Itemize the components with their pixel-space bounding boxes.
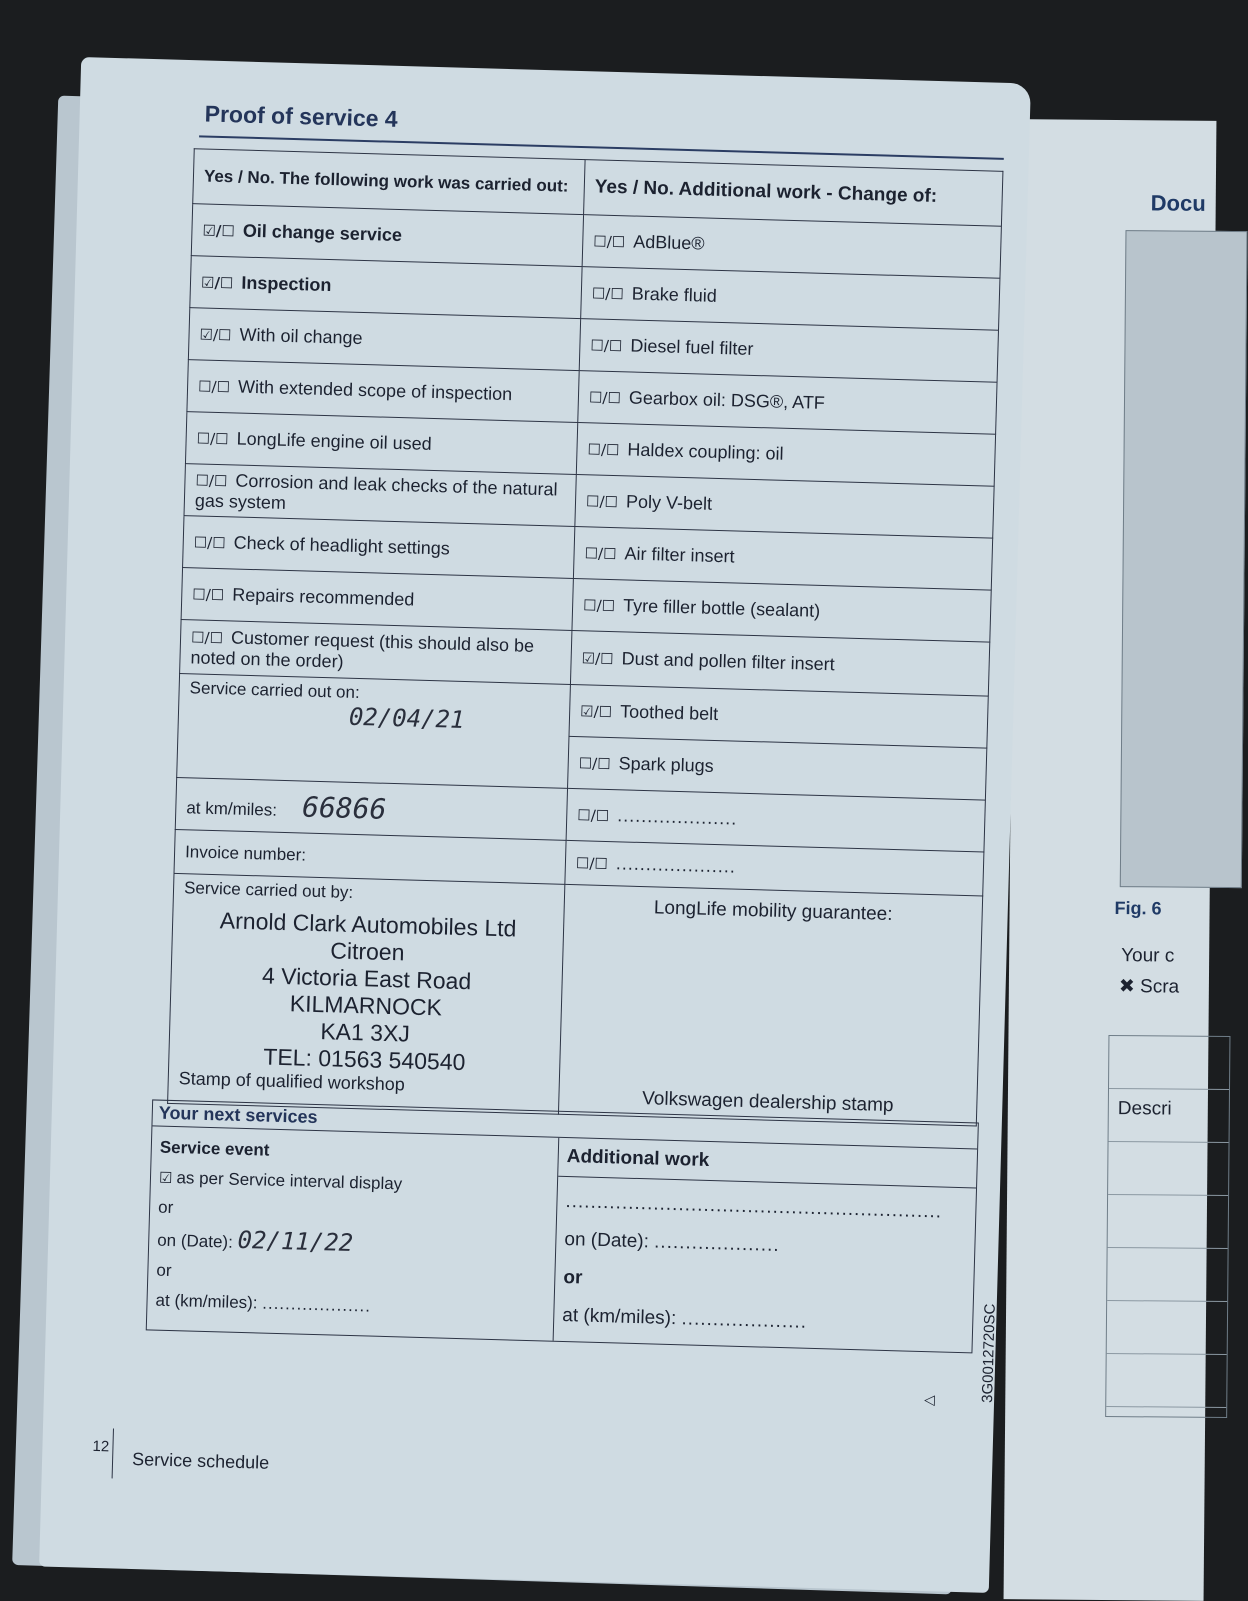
checkbox[interactable]: ☐/☐ (575, 854, 609, 874)
checkbox[interactable]: ☐/☐ (190, 627, 224, 647)
left-item-label: Oil change service (242, 220, 403, 246)
service-by-cell[interactable] (168, 873, 565, 1114)
document-code: 3G0012720SC (979, 1303, 999, 1404)
km-value: 66866 (301, 790, 387, 826)
longlife-label: LongLife mobility guarantee: (653, 897, 893, 926)
left-header: Yes / No. The following work was carried out: (193, 149, 585, 215)
left-item-label: Inspection (241, 272, 332, 296)
service-event-label: Service event (159, 1137, 270, 1160)
continue-triangle-icon: ◁ (923, 1391, 936, 1408)
checkbox[interactable]: ☐/☐ (585, 492, 619, 512)
service-on-value: 02/04/21 (348, 702, 465, 734)
section-title: Service schedule (131, 1449, 270, 1473)
or-label: or (156, 1260, 172, 1281)
right-item-label: Dust and pollen filter insert (621, 648, 835, 675)
checkbox-checked[interactable]: ☑/☐ (199, 325, 232, 345)
stamp-line: KILMARNOCK (289, 990, 443, 1021)
aw-date-label: on (Date): (564, 1228, 650, 1253)
service-date-cell[interactable] (177, 674, 571, 789)
right-item-label: Brake fluid (631, 283, 718, 306)
service-on-label: Service carried out on: (189, 678, 360, 703)
checkbox[interactable]: ☐/☐ (193, 533, 226, 553)
right-item-label: .................... (615, 853, 737, 877)
page-separator (112, 1428, 114, 1478)
right-item-label: Diesel fuel filter (630, 335, 754, 359)
checkbox-checked[interactable]: ☑/☐ (581, 649, 614, 669)
checkbox[interactable]: ☐/☐ (196, 429, 229, 449)
right-table (1105, 1035, 1230, 1418)
checkbox-checked[interactable]: ☑/☐ (202, 221, 236, 241)
right-item-label: Tyre filler bottle (sealant) (622, 595, 821, 621)
left-item-label: With oil change (239, 324, 363, 348)
checkbox[interactable]: ☐/☐ (582, 596, 616, 616)
right-item-label: AdBlue® (633, 231, 705, 254)
longlife-cell[interactable] (558, 884, 982, 1126)
checkbox[interactable]: ☐/☐ (587, 440, 620, 460)
right-item-label: Toothed belt (619, 701, 719, 725)
next-date-label: on (Date): (156, 1230, 234, 1252)
right-header: Yes / No. Additional work - Change of: (584, 160, 1003, 227)
checkbox[interactable]: ☐/☐ (593, 232, 626, 252)
aw-km-label: at (km/miles): (562, 1304, 677, 1330)
left-item-label: Check of headlight settings (233, 532, 451, 559)
additional-work-col (554, 1138, 978, 1353)
workshop-stamp (179, 906, 553, 1078)
right-item-label: Spark plugs (618, 753, 715, 776)
aw-km-dots: .................... (681, 1308, 808, 1333)
service-event-col (147, 1126, 560, 1340)
or-label: or (157, 1197, 174, 1218)
left-item-label: Repairs recommended (231, 584, 415, 610)
figure-image (1120, 230, 1248, 888)
right-text-scra: ✖ Scra (1118, 976, 1180, 998)
next-services-header: Your next services (152, 1100, 977, 1149)
additional-work-header: Additional work (558, 1138, 977, 1189)
checkbox[interactable]: ☐/☐ (588, 388, 622, 408)
stamp-line: TEL: 01563 540540 (263, 1043, 466, 1076)
checkbox[interactable]: ☐/☐ (577, 806, 610, 826)
left-item-label: LongLife engine oil used (236, 428, 433, 454)
right-item-label: Air filter insert (624, 543, 735, 567)
aw-or-label: or (563, 1266, 583, 1289)
figure-caption: Fig. 6 (1114, 898, 1162, 919)
stamp-caption: Stamp of qualified workshop (178, 1068, 406, 1095)
left-item-label: With extended scope of inspection (237, 376, 513, 405)
page-title: Proof of service 4 (204, 100, 399, 132)
checkbox[interactable]: ☐/☐ (591, 284, 625, 304)
checkbox[interactable]: ☐/☐ (192, 585, 225, 605)
additional-work-line[interactable]: ............................................................ (565, 1191, 943, 1223)
next-km-dots: ................... (262, 1293, 372, 1316)
checkbox-checked[interactable]: ☑/☐ (579, 702, 613, 722)
stamp-line: 4 Victoria East Road (261, 962, 472, 995)
checkbox[interactable]: ☐/☐ (195, 470, 228, 490)
invoice-label: Invoice number: (184, 841, 307, 865)
service-page (39, 57, 1031, 1593)
page-number: 12 (92, 1437, 110, 1456)
service-table (167, 148, 1003, 1126)
service-by-label: Service carried out by: (183, 878, 354, 902)
dealer-stamp-label: Volkswagen dealership stamp (641, 1088, 894, 1117)
checkbox[interactable]: ☐/☐ (584, 544, 617, 564)
left-item-label: Corrosion and leak checks of the natural gas system (194, 470, 558, 513)
per-display-label: as per Service interval display (176, 1168, 403, 1194)
checkbox[interactable]: ☐/☐ (590, 336, 623, 356)
right-item-label: Gearbox oil: DSG®, ATF (628, 387, 826, 413)
right-item-label: Haldex coupling: oil (627, 439, 784, 464)
right-item-label: Poly V-belt (625, 491, 713, 514)
next-date-value: 02/11/22 (237, 1225, 354, 1258)
right-page-title: Docu (1150, 190, 1206, 216)
checkbox[interactable]: ☐/☐ (197, 377, 231, 397)
next-km-label: at (km/miles): (155, 1290, 258, 1313)
checkbox-checked[interactable]: ☑/☐ (200, 273, 234, 293)
km-label: at km/miles: (186, 798, 278, 820)
left-item-label: Customer request (this should also be noted on the order) (190, 626, 535, 672)
right-text-your: Your c (1121, 945, 1175, 967)
next-services-box (146, 1099, 979, 1353)
right-text-descr: Descri (1117, 1098, 1172, 1120)
checkbox-checked[interactable]: ☑ (158, 1168, 173, 1188)
checkbox[interactable]: ☐/☐ (578, 754, 611, 774)
stamp-line: Citroen (329, 937, 405, 966)
right-item-label: .................... (616, 805, 738, 829)
right-page (1004, 119, 1217, 1601)
aw-date-dots: .................... (653, 1231, 780, 1256)
stamp-line: Arnold Clark Automobiles Ltd (219, 907, 517, 942)
stamp-line: KA1 3XJ (320, 1018, 411, 1047)
